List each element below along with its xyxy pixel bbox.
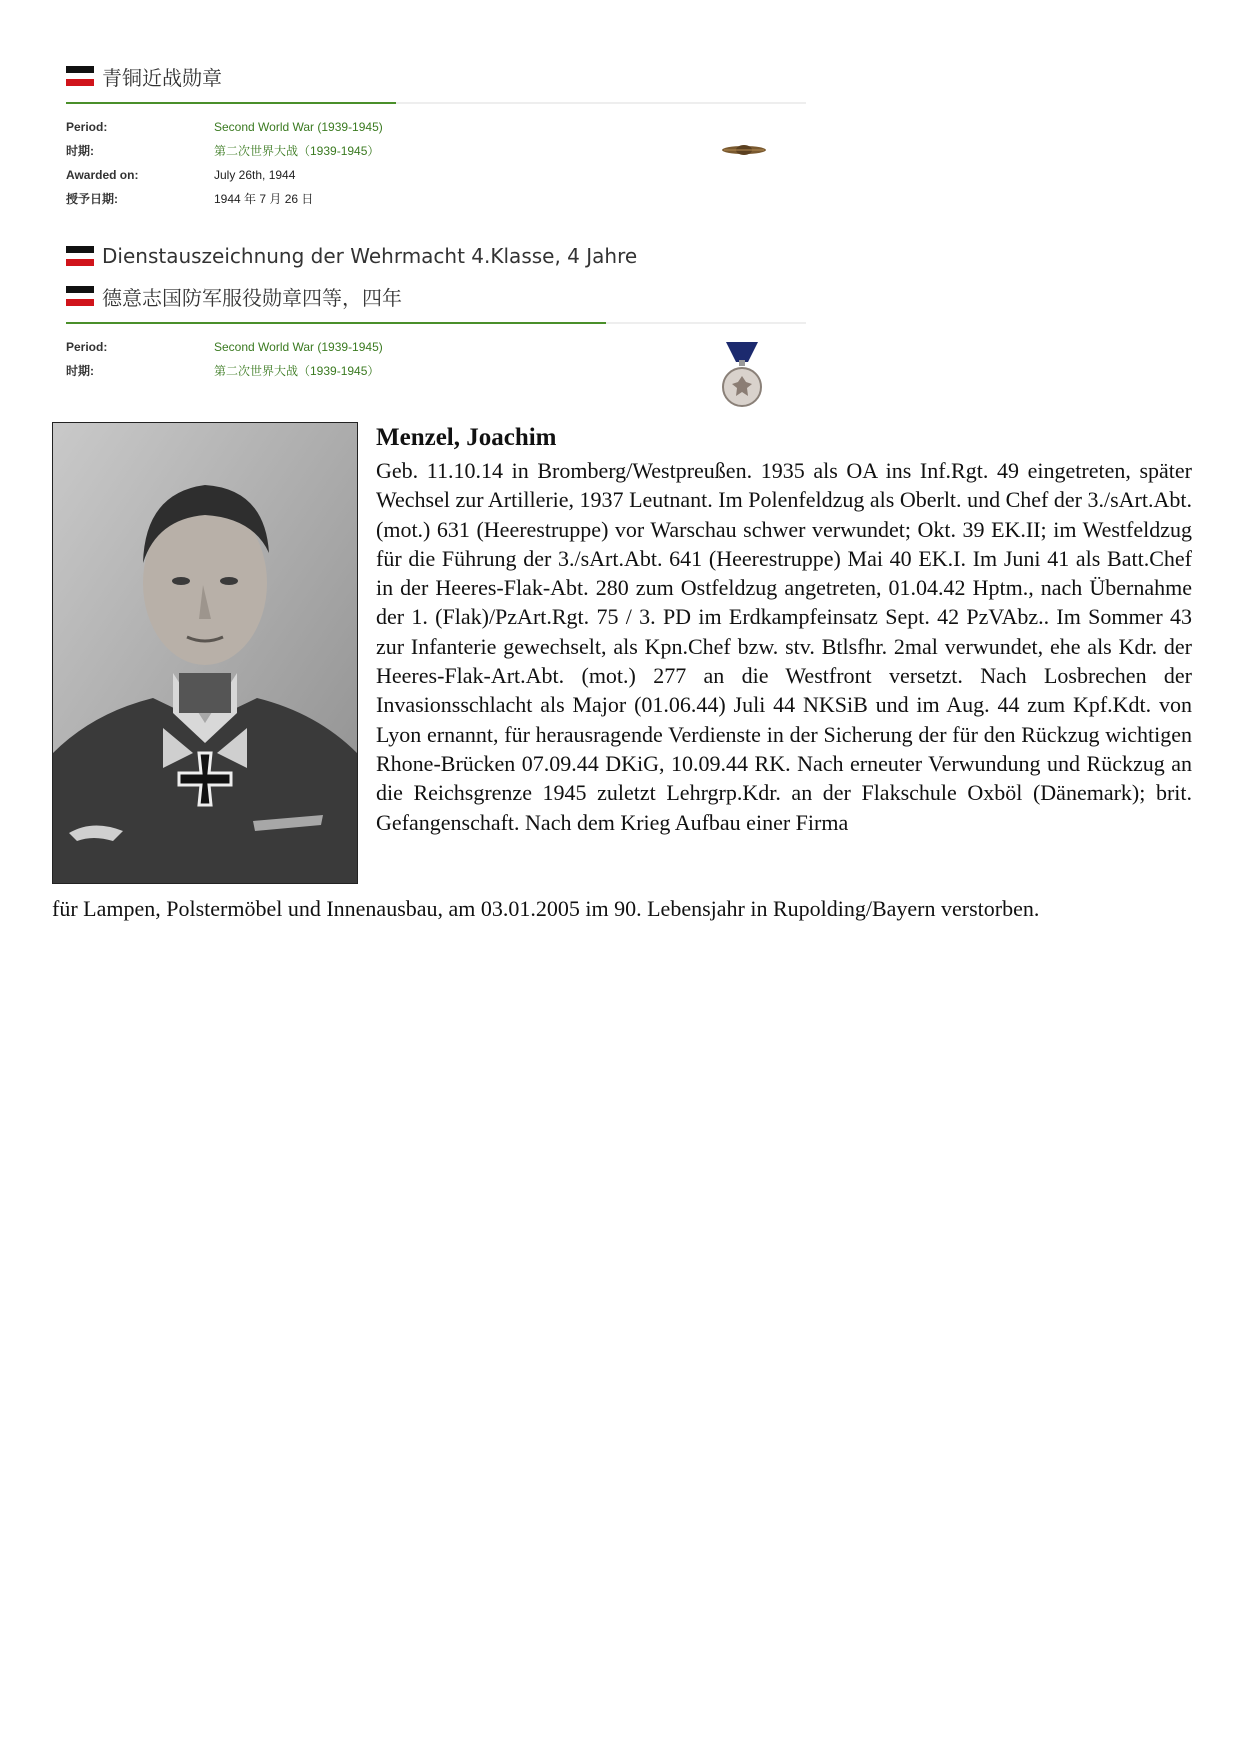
title-divider [66, 322, 806, 324]
award-title-zh: 德意志国防军服役勋章四等，四年 [102, 285, 402, 310]
detail-value: 1944 年 7 月 26 日 [214, 192, 314, 206]
detail-label: Period: [66, 120, 108, 134]
award-details [66, 118, 806, 208]
title-divider [66, 102, 806, 104]
close-combat-clasp-icon [720, 142, 768, 158]
imperial-flag-icon [66, 286, 94, 306]
detail-label: 授予日期: [66, 192, 118, 206]
detail-row [66, 166, 806, 184]
portrait-photo [52, 422, 358, 884]
detail-row [66, 362, 806, 380]
detail-value: 第二次世界大战（1939-1945） [214, 144, 380, 158]
detail-value: Second World War (1939-1945) [214, 120, 383, 134]
detail-value: Second World War (1939-1945) [214, 340, 383, 354]
detail-row [66, 338, 806, 356]
detail-row [66, 142, 806, 160]
portrait-image [53, 423, 357, 883]
detail-label: 时期: [66, 364, 94, 378]
award-service-medal [66, 236, 806, 386]
award-title-de: Dienstauszeichnung der Wehrmacht 4.Klasse, 4 Jahre [102, 244, 638, 268]
biography-text: Geb. 11.10.14 in Bromberg/Westpreußen. 1935 als OA ins Inf.Rgt. 49 eingetreten, später Wechsel zur Artillerie, 1937 Leutnant. Im Polenfeldzug als Oberlt. und Chef der 3./sArt.Abt. (mot.) 631 (Heerestruppe) vor Warschau schwer verwundet; Okt. 39 EK.II; im Westfeldzug für die Führung der 3./sArt.Abt. 641 (Heerestruppe) Mai 40 EK.I. Im Juni 41 als Batt.Chef in der Heeres-Flak-Abt. 280 zum Ostfeldzug angetreten, 01.04.42 Hptm., nach Übernahme der 1. (Flak)/PzArt.Rgt. 75 / 3. PD im Erdkampfeinsatz Sept. 42 PzVAbz.. Im Sommer 43 zur Infanterie gewechselt, als Kpn.Chef bzw. stv. Btlsfhr. 2mal verwundet, ehe als Kdr. der Heeres-Flak-Art.Abt. (mot.) 277 an die Westfront versetzt. Nach Losbrechen der Invasionsschlacht als Major (01.06.44) Juli 44 NKSiB und im Aug. 44 zum Kpf.Kdt. von Lyon ernannt, für herausragende Verdienste in der Sicherung der für den Rückzug wichtigen Rhone-Brücken 07.09.44 DKiG, 10.09.44 RK. Nach erneuter Verwundung und Rückzug an die Reichsgrenze 1945 zuletzt Lehrgrp.Kdr. an der Flakschule Oxböl (Dänemark); brit. Gefangenschaft. Nach dem Krieg Aufbau einer Firma [376, 458, 1192, 835]
detail-label: 时期: [66, 144, 94, 158]
award-title: 青铜近战勋章 [102, 65, 222, 90]
detail-label: Period: [66, 340, 108, 354]
biography-text-tail: für Lampen, Polstermöbel und Innenausbau, am 03.01.2005 im 90. Lebensjahr in Rupolding/Bayern verstorben. [52, 896, 1040, 921]
service-medal-icon [722, 342, 762, 410]
person-name: Menzel, Joachim [376, 424, 557, 451]
award-title-row [66, 276, 806, 316]
award-close-combat-clasp [66, 56, 806, 214]
imperial-flag-icon [66, 246, 94, 266]
detail-value: July 26th, 1944 [214, 168, 296, 182]
award-details [66, 338, 806, 380]
detail-label: Awarded on: [66, 168, 139, 182]
detail-row [66, 190, 806, 208]
detail-value: 第二次世界大战（1939-1945） [214, 364, 380, 378]
detail-row [66, 118, 806, 136]
award-title-row [66, 236, 806, 276]
imperial-flag-icon [66, 66, 94, 86]
award-title-row [66, 56, 806, 96]
